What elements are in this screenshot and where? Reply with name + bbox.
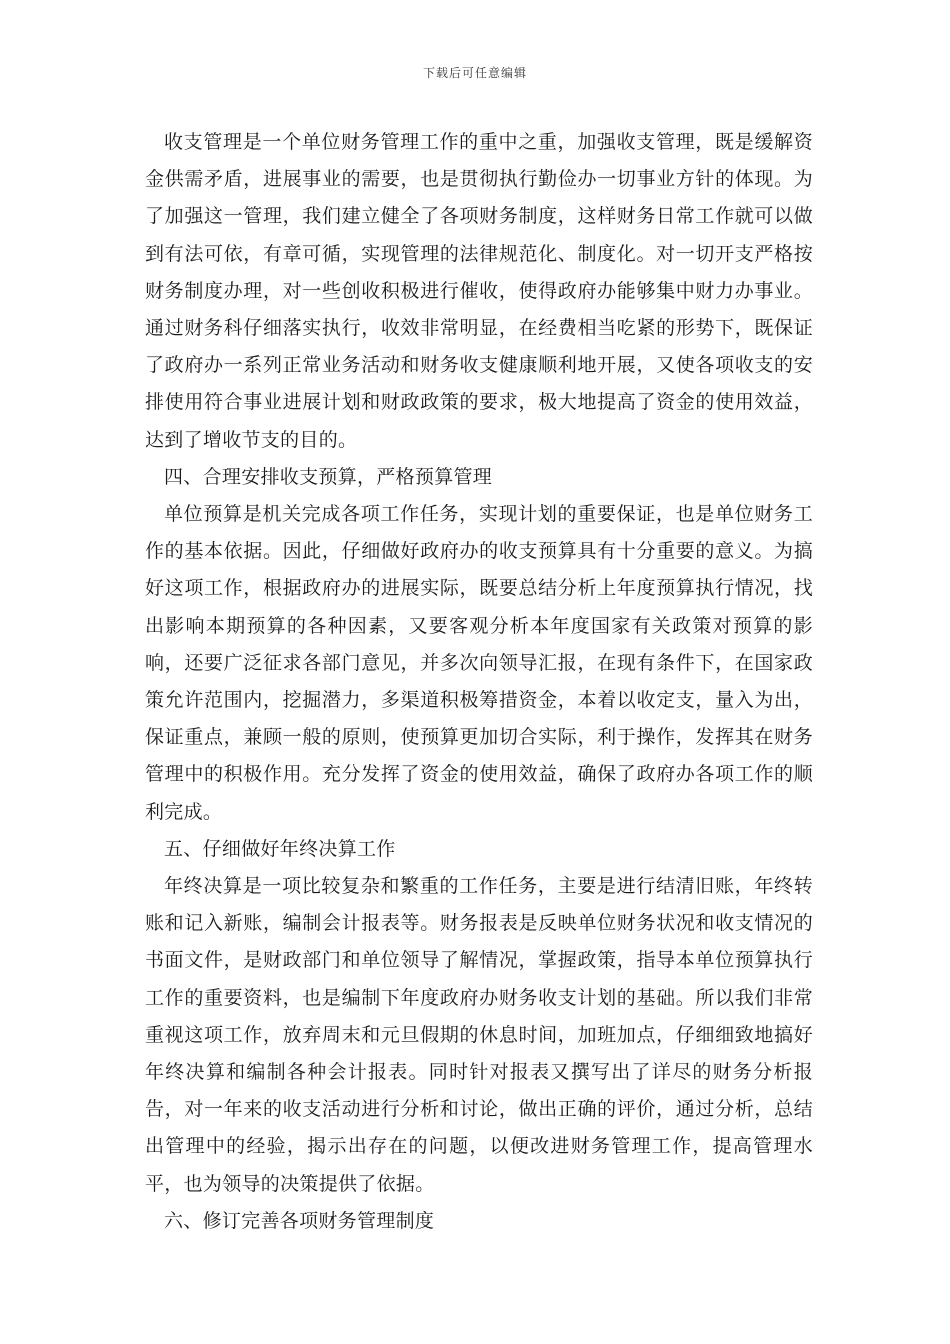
document-body <box>145 124 813 1240</box>
paragraph-revenue-expenditure-management: 收支管理是一个单位财务管理工作的重中之重，加强收支管理，既是缓解资金供需矛盾，进展事业的需要，也是贯彻执行勤俭办一切事业方针的体现。为了加强这一管理，我们建立健全了各项财务制度，这样财务日常工作就可以做到有法可依，有章可循，实现管理的法律规范化、制度化。对一切开支严格按财务制度办理，对一些创收积极进行催收，使得政府办能够集中财力办事业。通过财务科仔细落实执行，收效非常明显，在经费相当吃紧的形势下，既保证了政府办一系列正常业务活动和财务收支健康顺利地开展，又使各项收支的安排使用符合事业进展计划和财政政策的要求，极大地提高了资金的使用效益，达到了增收节支的目的。 <box>145 131 813 451</box>
section-heading-5: 五、仔细做好年终决算工作 <box>164 837 396 860</box>
section-heading-6: 六、修订完善各项财务管理制度 <box>164 1209 435 1232</box>
paragraph-budget: 单位预算是机关完成各项工作任务，实现计划的重要保证，也是单位财务工作的基本依据。因此，仔细做好政府办的收支预算具有十分重要的意义。为搞好这项工作，根据政府办的进展实际，既要总结分析上年度预算执行情况，找出影响本期预算的各种因素，又要客观分析本年度国家有关政策对预算的影响，还要广泛征求各部门意见，并多次向领导汇报，在现有条件下，在国家政策允许范围内，挖掘潜力，多渠道积极筹措资金，本着以收定支，量入为出，保证重点，兼顾一般的原则，使预算更加切合实际，利于操作，发挥其在财务管理中的积极作用。充分发挥了资金的使用效益，确保了政府办各项工作的顺利完成。 <box>145 503 813 823</box>
page-header-note: 下载后可任意编辑 <box>422 66 527 80</box>
paragraph-year-end-accounts: 年终决算是一项比较复杂和繁重的工作任务，主要是进行结清旧账，年终转账和记入新账，编制会计报表等。财务报表是反映单位财务状况和收支情况的书面文件，是财政部门和单位领导了解情况，掌握政策，指导本单位预算执行工作的重要资料，也是编制下年度政府办财务收支计划的基础。所以我们非常重视这项工作，放弃周末和元旦假期的休息时间，加班加点，仔细细致地搞好年终决算和编制各种会计报表。同时针对报表又撰写出了详尽的财务分析报告，对一年来的收支活动进行分析和讨论，做出正确的评价，通过分析，总结出管理中的经验，揭示出存在的问题，以便改进财务管理工作，提高管理水平，也为领导的决策提供了依据。 <box>145 875 813 1195</box>
section-heading-4: 四、合理安排收支预算，严格预算管理 <box>164 465 493 488</box>
